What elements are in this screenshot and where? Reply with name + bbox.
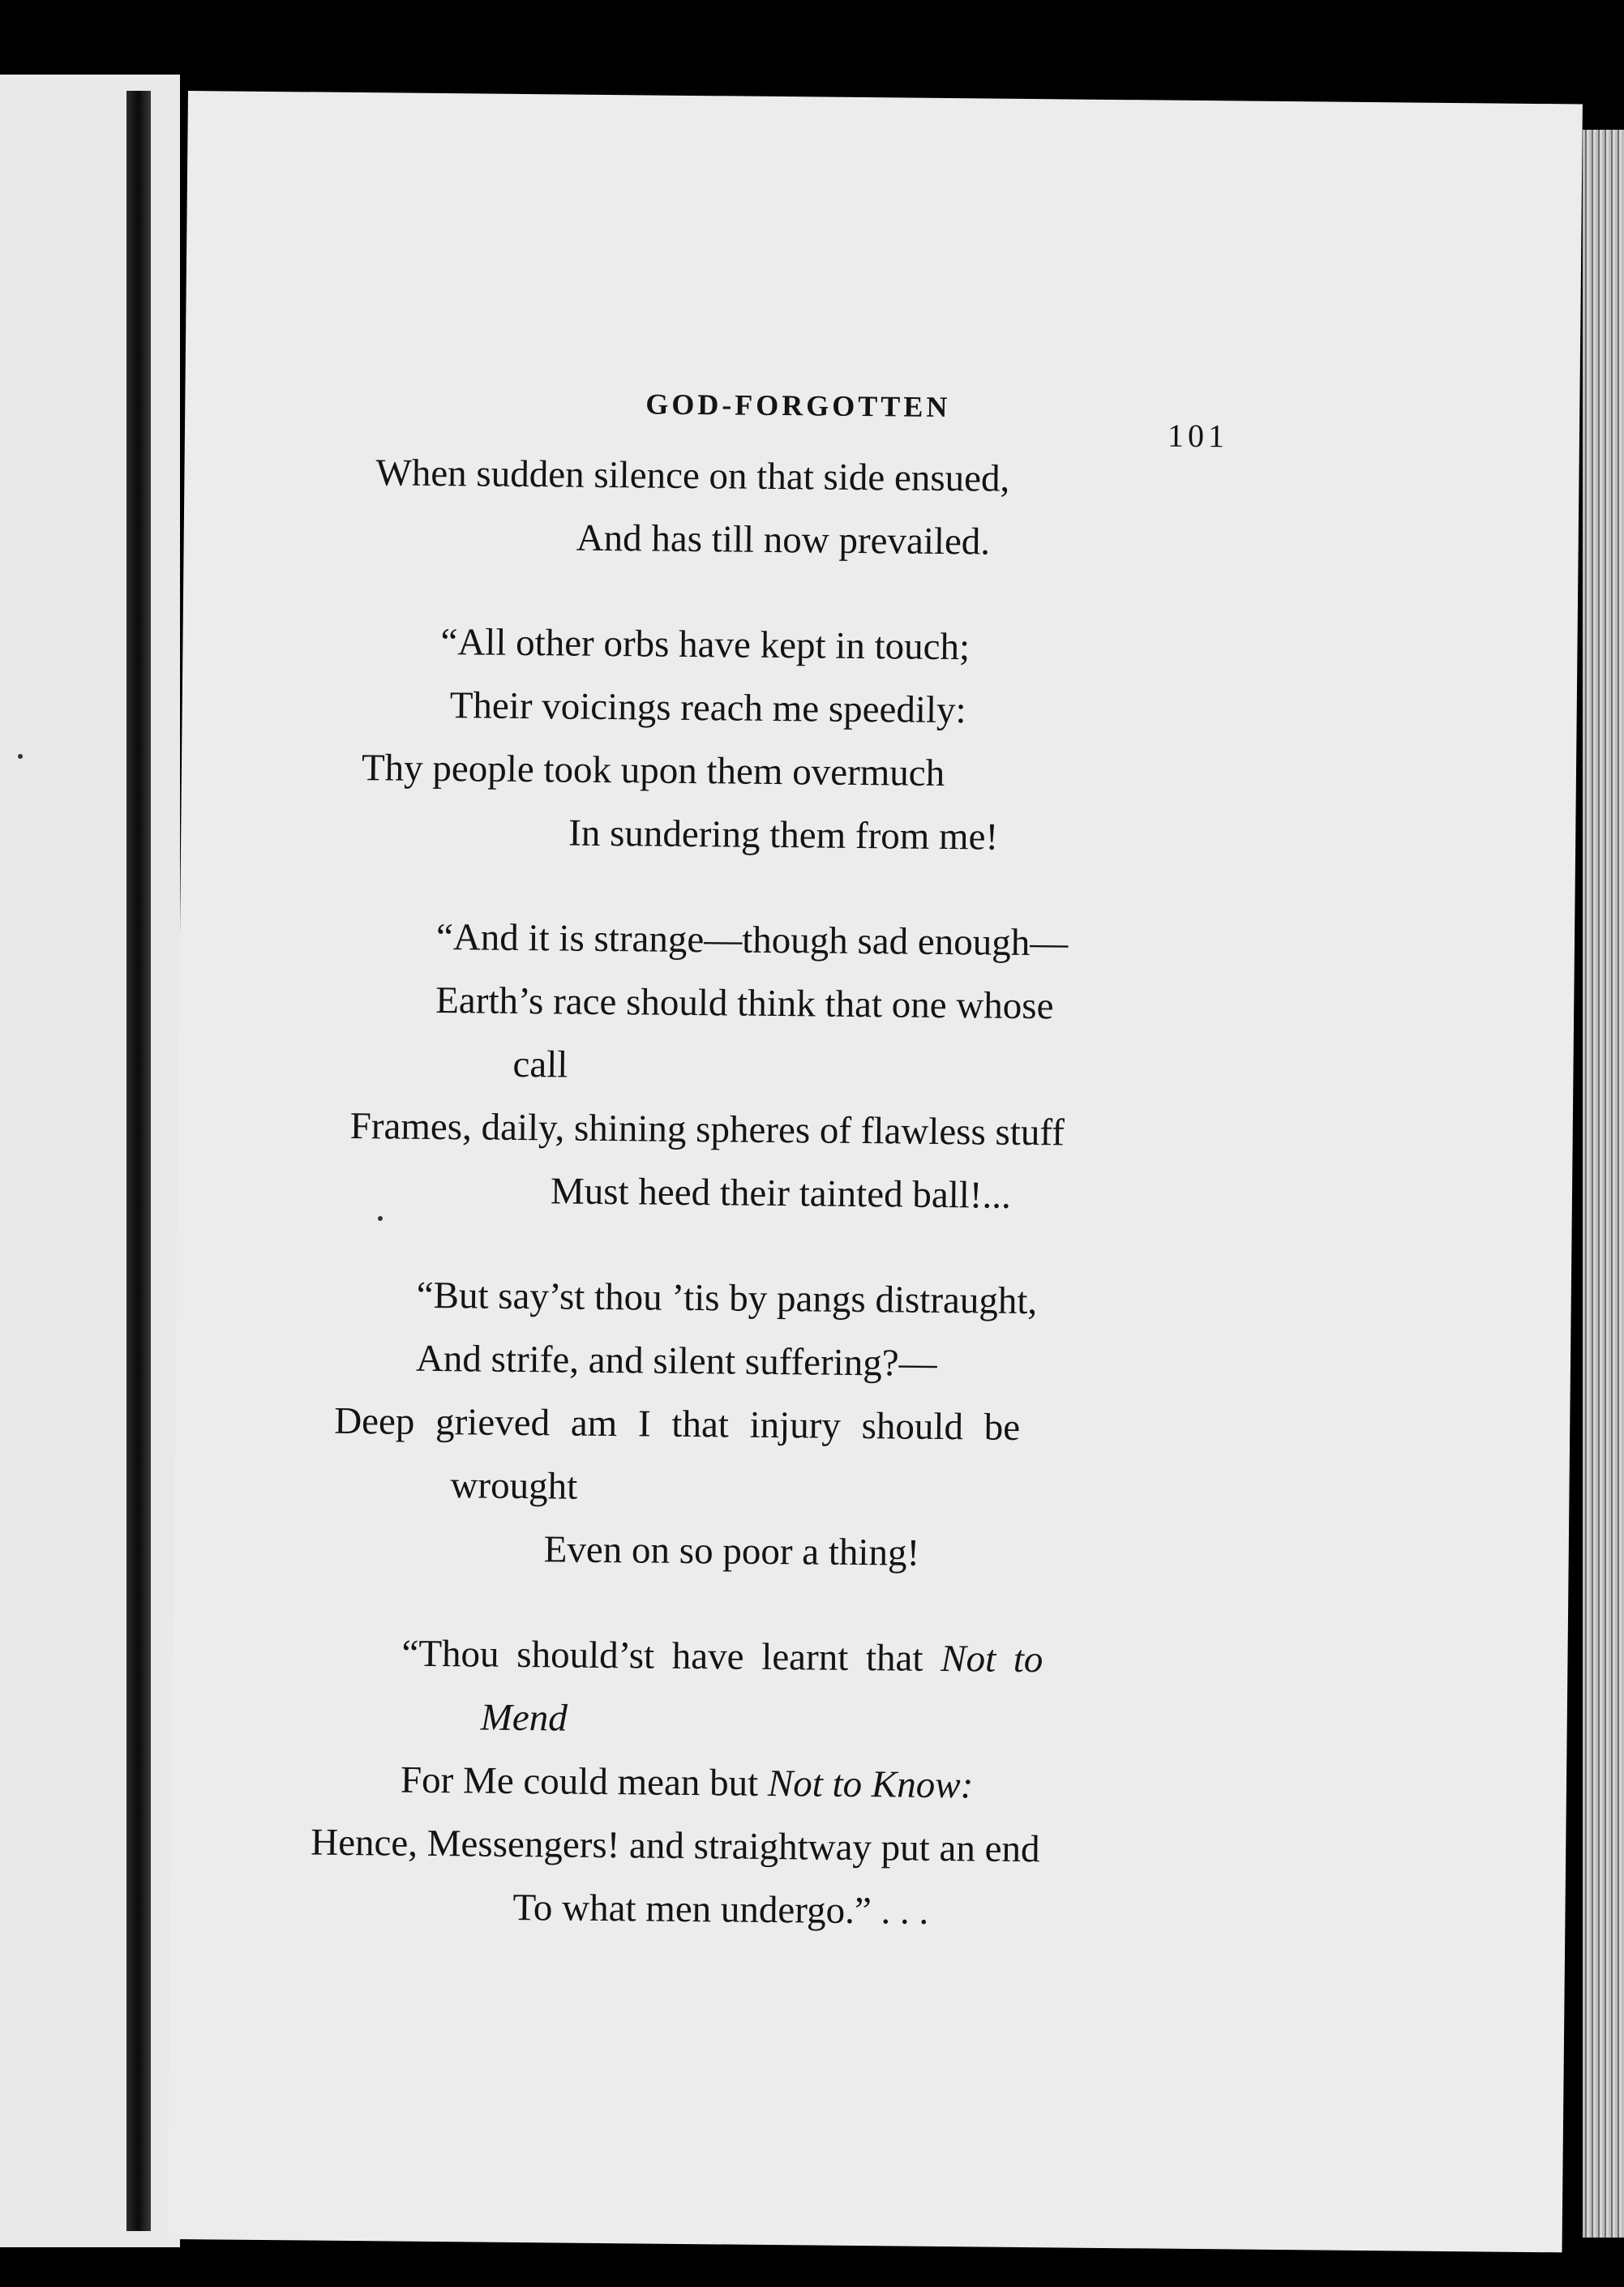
line-text: “Thou should’st have learnt that xyxy=(401,1632,923,1680)
poem-line: In sundering them from me! xyxy=(568,812,999,859)
poem-line: “But say’st thou ’tis by pangs distraught, xyxy=(416,1274,1038,1323)
poem-line: Their voicings reach me speedily: xyxy=(449,684,966,732)
running-title: GOD-FORGOTTEN xyxy=(645,388,951,424)
poem-line: call xyxy=(512,1043,568,1086)
book-spine xyxy=(126,91,151,2231)
italic-phrase: Not to xyxy=(940,1638,1043,1681)
poem-line: When sudden silence on that side ensued, xyxy=(375,452,1010,500)
page-number: 101 xyxy=(1167,417,1229,455)
stanza xyxy=(183,439,1579,580)
stanza xyxy=(170,1620,1568,1949)
poem-text xyxy=(170,439,1579,1991)
stanza xyxy=(174,1261,1571,1591)
poem-line: Thy people took upon them overmuch xyxy=(361,747,945,794)
page-header xyxy=(185,383,1579,455)
book-page xyxy=(168,91,1583,2252)
poem-line: Hence, Messengers! and straightway put an end xyxy=(311,1821,1040,1871)
stanza xyxy=(181,608,1578,874)
poem-line: And strife, and silent suffering?— xyxy=(415,1337,937,1385)
poem-line: “And it is strange—though sad enough— xyxy=(435,915,1069,965)
facing-page xyxy=(0,75,180,2247)
poem-line: Must heed their tainted ball!... xyxy=(550,1170,1011,1217)
italic-phrase: Not to Know: xyxy=(767,1762,974,1807)
poem-line: To what men undergo.” . . . xyxy=(512,1886,929,1933)
scan-speck xyxy=(378,1216,383,1221)
scan-speck xyxy=(18,754,23,759)
line-text: For Me could mean but xyxy=(400,1758,759,1805)
poem-line: wrought xyxy=(450,1464,578,1508)
poem-line: Earth’s race should think that one whose xyxy=(435,979,1054,1028)
poem-line: Mend xyxy=(480,1696,568,1740)
page-edges xyxy=(1583,130,1624,2238)
poem-line: And has till now prevailed. xyxy=(576,516,991,563)
poem-line: Even on so poor a thing! xyxy=(543,1528,920,1574)
poem-line: Frames, daily, shining spheres of flawless stuff xyxy=(349,1104,1065,1154)
poem-line: “All other orbs have kept in touch; xyxy=(440,621,971,669)
poem-line: Deep grieved am I that injury should be xyxy=(334,1399,1021,1449)
stanza xyxy=(178,903,1575,1232)
